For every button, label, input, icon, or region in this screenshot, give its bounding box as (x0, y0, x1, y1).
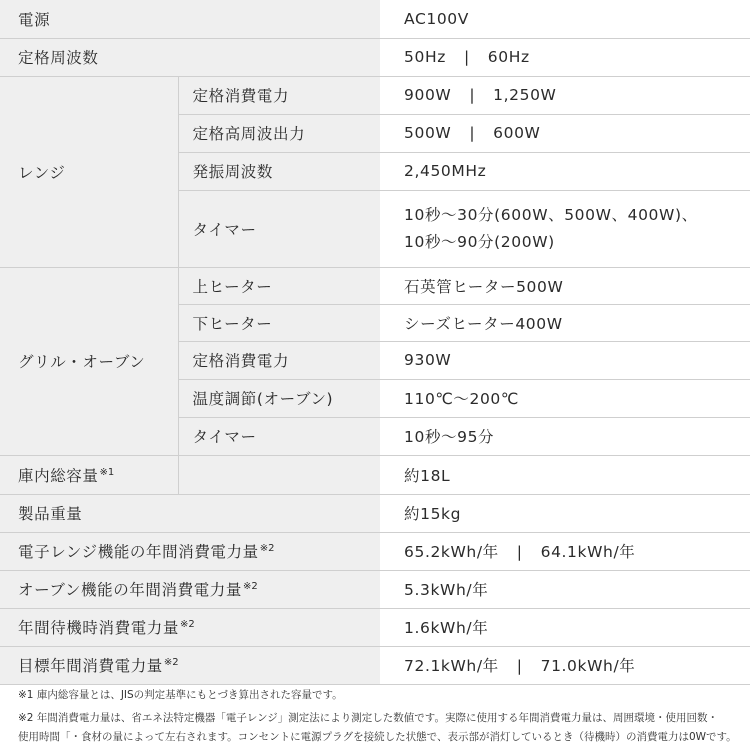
row-value (380, 646, 750, 684)
timer-line-1: 10秒～30分(600W、500W、400W)、 (404, 205, 698, 224)
row-value: 110℃～200℃ (380, 379, 750, 417)
row-label: 温度調節(オーブン) (178, 379, 380, 417)
footnotes (18, 686, 742, 747)
value-50hz: 500W (404, 124, 452, 142)
row-label: 上ヒーター (178, 267, 380, 304)
footnote-2-line-2: 使用時間「・食材の量によって左右されます。コンセントに電源プラグを接続した状態で、表示部が消灯しているとき（待機時）の消費電力は0Wです。 (18, 731, 737, 743)
row-frequency (0, 38, 750, 76)
row-value: AC100V (380, 0, 750, 38)
value-50hz: 900W (404, 86, 452, 104)
row-label: 定格消費電力 (178, 341, 380, 379)
value-separator: | (516, 657, 523, 675)
value-60hz: 600W (493, 124, 541, 142)
row-value: 2,450MHz (380, 152, 750, 190)
blank-cell (178, 455, 380, 494)
row-label-text: 年間待機時消費電力量 (18, 619, 180, 637)
value-60hz: 64.1kWh/年 (540, 543, 636, 561)
row-value: 約18L (380, 455, 750, 494)
row-value (380, 190, 750, 267)
value-separator: | (469, 86, 476, 104)
row-label (0, 532, 380, 570)
row-label: タイマー (178, 417, 380, 455)
row-label-text: 電子レンジ機能の年間消費電力量 (18, 543, 259, 561)
footnote-1: ※1 庫内総容量とは、JISの判定基準にもとづき算出された容量です。 (18, 689, 343, 701)
row-value: 石英管ヒーター500W (380, 267, 750, 304)
row-label-text: 目標年間消費電力量 (18, 657, 163, 675)
row-label (0, 608, 380, 646)
row-label: 定格消費電力 (178, 76, 380, 114)
row-value: シーズヒーター400W (380, 304, 750, 341)
row-value (380, 532, 750, 570)
row-value (380, 76, 750, 114)
row-label-text: 庫内総容量 (18, 466, 99, 485)
footnote-marker: ※1 (99, 466, 115, 478)
row-value (380, 114, 750, 152)
value-60hz: 1,250W (493, 86, 557, 104)
value-60hz: 60Hz (487, 48, 530, 66)
timer-line-2: 10秒～90分(200W) (404, 232, 555, 251)
row-label-text: オーブン機能の年間消費電力量 (18, 581, 243, 599)
row-value: 5.3kWh/年 (380, 570, 750, 608)
row-label: 製品重量 (0, 494, 380, 532)
group-label-range: レンジ (0, 76, 178, 267)
row-range-rated-power (0, 76, 750, 114)
row-value: 10秒～95分 (380, 417, 750, 455)
value-50hz: 50Hz (404, 48, 446, 66)
row-value: 1.6kWh/年 (380, 608, 750, 646)
value-separator: | (463, 48, 470, 66)
row-label: タイマー (178, 190, 380, 267)
row-annual-range (0, 532, 750, 570)
row-value: 約15kg (380, 494, 750, 532)
row-label: 下ヒーター (178, 304, 380, 341)
footnote-2-line-1: ※2 年間消費電力量は、省エネ法特定機器「電子レンジ」測定法により測定した数値です。実際に使用する年間消費電力量は、周囲環境・使用回数・ (18, 712, 718, 724)
value-60hz: 71.0kWh/年 (540, 657, 636, 675)
group-label-grill: グリル・オーブン (0, 267, 178, 455)
row-label: 電源 (0, 0, 380, 38)
row-annual-standby (0, 608, 750, 646)
row-label: 定格周波数 (0, 38, 380, 76)
value-50hz: 65.2kWh/年 (404, 543, 499, 561)
row-label (0, 570, 380, 608)
row-weight (0, 494, 750, 532)
row-label: 定格高周波出力 (178, 114, 380, 152)
row-label (0, 455, 178, 494)
value-50hz: 72.1kWh/年 (404, 657, 499, 675)
row-label (0, 646, 380, 684)
footnote-marker: ※2 (259, 543, 275, 554)
row-value: 930W (380, 341, 750, 379)
row-grill-upper-heater (0, 267, 750, 304)
row-power (0, 0, 750, 38)
footnote-marker: ※2 (180, 619, 195, 630)
value-separator: | (516, 543, 523, 561)
row-annual-oven (0, 570, 750, 608)
footnote-marker: ※2 (163, 657, 179, 668)
row-value (380, 38, 750, 76)
value-separator: | (469, 124, 476, 142)
row-label: 発振周波数 (178, 152, 380, 190)
row-capacity (0, 455, 750, 494)
row-target-annual (0, 646, 750, 684)
footnote-marker: ※2 (243, 581, 258, 592)
